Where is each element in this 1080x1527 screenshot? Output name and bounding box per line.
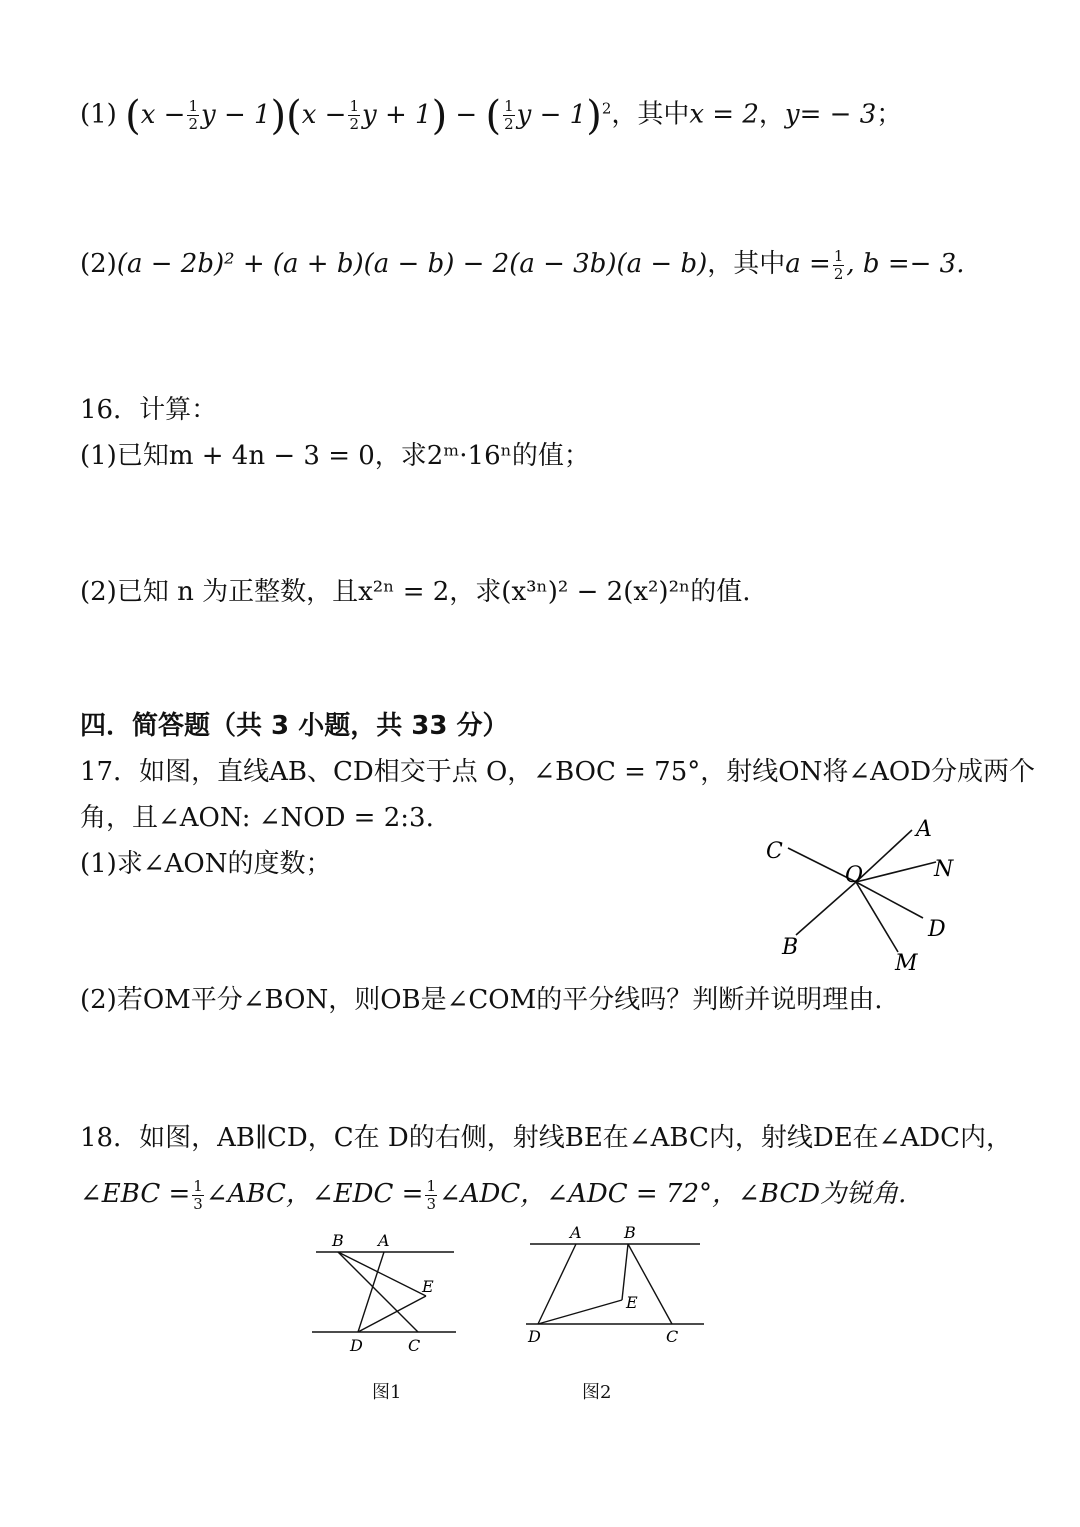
label-C: C xyxy=(766,839,783,864)
q16-part2: (2)已知 n 为正整数，且x²ⁿ = 2，求(x³ⁿ)² − 2(x²)²ⁿ的值. xyxy=(80,577,751,607)
fig1-label-C: C xyxy=(408,1336,421,1355)
q18-figure-1 xyxy=(300,1228,470,1358)
q18-line2: ∠EBC = $\frac{1}{3}$ ∠ABC，∠EDC = $\frac{1}{3}$ ∠ADC，∠ADC = 72°，∠BCD为锐角. xyxy=(80,1176,907,1213)
fig2-label-C: C xyxy=(666,1327,679,1346)
q17-part2: (2)若OM平分∠BON，则OB是∠COM的平分线吗？判断并说明理由. xyxy=(80,985,883,1015)
q17-figure xyxy=(740,810,980,980)
fig1-label-E: E xyxy=(422,1277,434,1296)
fig2-label-E: E xyxy=(626,1293,638,1312)
fig1-label-A: A xyxy=(378,1231,390,1250)
q16-part1: (1)已知m + 4n − 3 = 0，求2ᵐ·16ⁿ的值； xyxy=(80,441,590,471)
q18-line1: 18．如图，AB∥CD，C在 D的右侧，射线BE在∠ABC内，射线DE在∠ADC内， xyxy=(80,1123,1012,1153)
fig1-caption: 图1 xyxy=(372,1382,402,1403)
fraction-half: $\frac{1}{2}$ xyxy=(833,246,844,283)
q18-figure-2 xyxy=(520,1220,710,1350)
part-tag: (1) xyxy=(80,99,117,130)
fraction-third: $\frac{1}{3}$ xyxy=(193,1176,203,1213)
q17-line2: 角，且∠AON: ∠NOD = 2:3. xyxy=(80,803,434,833)
q16-title: 16．计算： xyxy=(80,395,218,425)
fig1-label-D: D xyxy=(350,1336,363,1355)
q15-part2: (2)(a − 2b)² + (a + b)(a − b) − 2(a − 3b)(a − b)，其中a = $\frac{1}{2}$ , b =− 3. xyxy=(80,246,965,283)
section-heading: 四．简答题（共 3 小题，共 33 分） xyxy=(80,711,509,741)
label-M: M xyxy=(895,951,918,976)
fig2-label-B: B xyxy=(624,1223,636,1242)
label-B: B xyxy=(782,935,799,960)
expression-2: (a − 2b)² + (a + b)(a − b) − 2(a − 3b)(a − b) xyxy=(116,249,708,279)
fig2-caption: 图2 xyxy=(582,1382,612,1403)
label-A: A xyxy=(916,817,932,842)
expression-1: (x − $\frac{1}{2}$ y − 1)(x − $\frac{1}{2}$ y + 1) − ( $\frac{1}{2}$ y − 1)$^2$ xyxy=(125,92,612,139)
label-D: D xyxy=(928,917,946,942)
fig2-label-A: A xyxy=(570,1223,582,1242)
label-O: O xyxy=(845,863,864,888)
fig2-label-D: D xyxy=(528,1327,541,1346)
q17-line1: 17．如图，直线AB、CD相交于点 O，∠BOC = 75°，射线ON将∠AOD分成两个 xyxy=(80,757,1036,787)
q17-part1: (1)求∠AON的度数； xyxy=(80,849,332,879)
fraction-third: $\frac{1}{3}$ xyxy=(426,1176,436,1213)
fig1-label-B: B xyxy=(332,1231,344,1250)
q15-part1: (1) (x − $\frac{1}{2}$ y − 1)(x − $\frac{1}{2}$ y + 1) − ( $\frac{1}{2}$ y − 1)$^2$，其中x = 2，y= − 3； xyxy=(80,92,903,139)
label-N: N xyxy=(934,857,954,882)
